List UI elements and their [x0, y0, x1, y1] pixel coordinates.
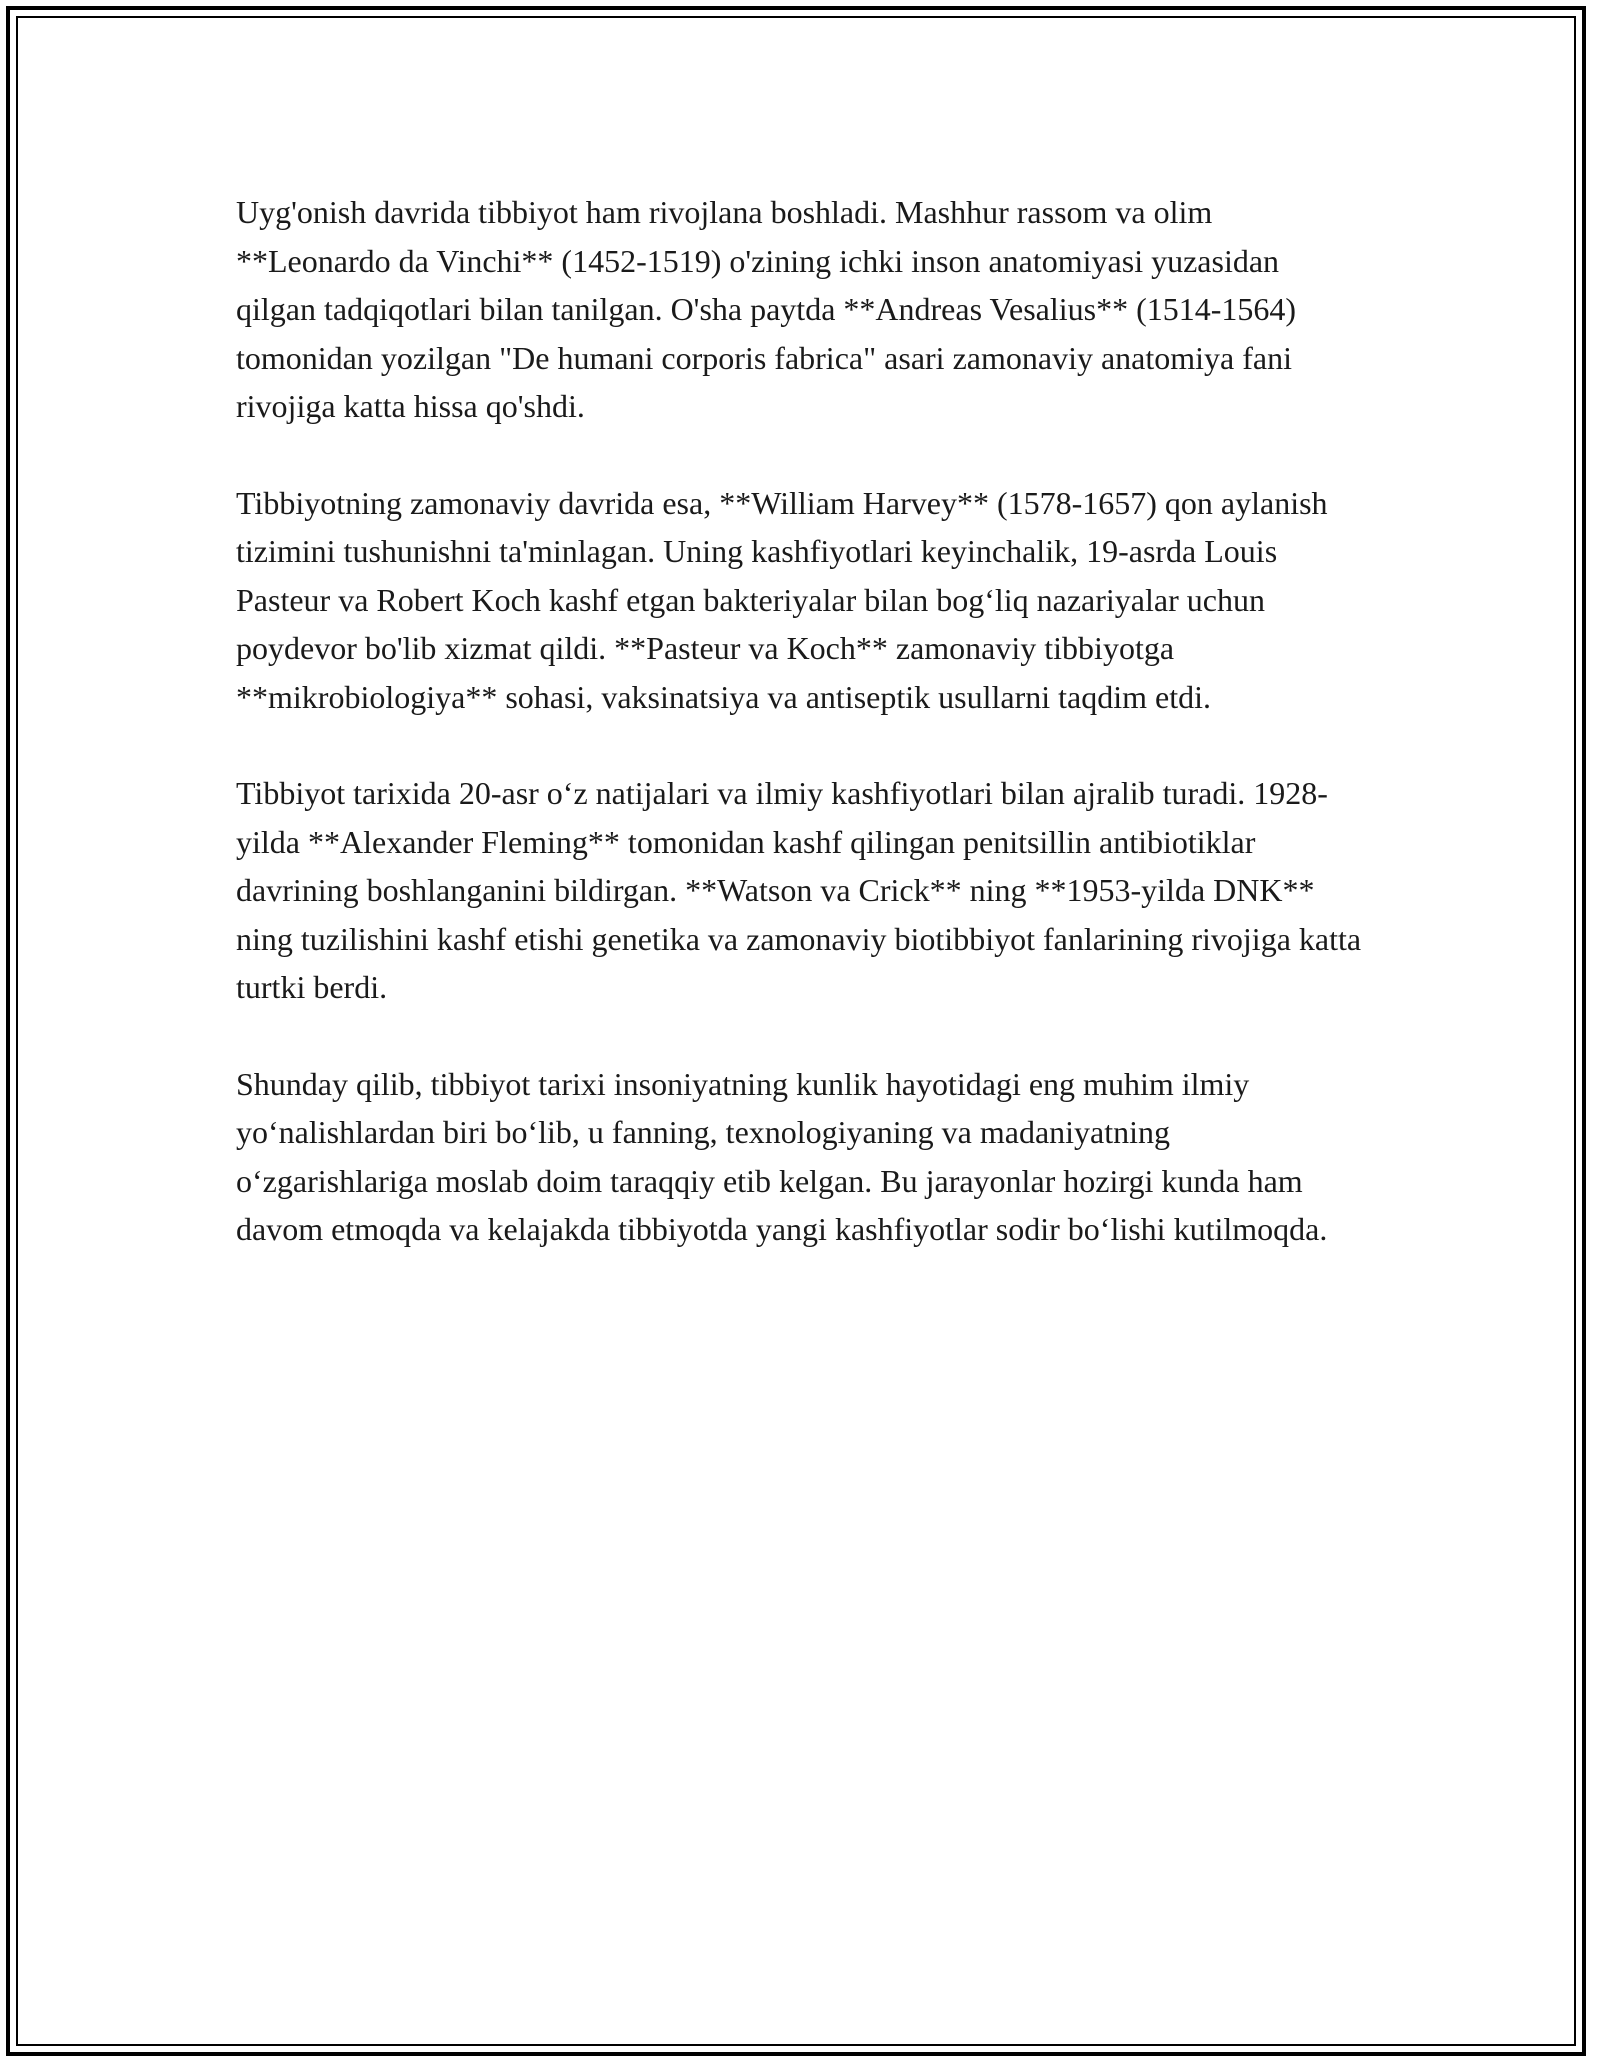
paragraph-conclusion: Shunday qilib, tibbiyot tarixi insoniyatning kunlik hayotidagi eng muhim ilmiy yo‘nalishlardan biri bo‘lib, u fanning, texnologiyaning va madaniyatning o‘zgarishlariga moslab doim taraqqiy etib kelgan. Bu jarayonlar hozirgi kunda ham davom etmoqda va kelajakda tibbiyotda yangi kashfiyotlar sodir bo‘lishi kutilmoqda. [236, 1065, 1328, 1247]
document-body [236, 188, 1366, 1302]
paragraph-modern-era: Tibbiyotning zamonaviy davrida esa, **William Harvey** (1578-1657) qon aylanish tizimini tushunishni ta'minlagan. Uning kashfiyotlari keyinchalik, 19-asrda Louis Pasteur va Robert Koch kashf etgan bakteriyalar bilan bog‘liq nazariyalar uchun poydevor bo'lib xizmat qildi. **Pasteur va Koch** zamonaviy tibbiyotga **mikrobiologiya** sohasi, vaksinatsiya va antiseptik usullarni taqdim etdi. [236, 484, 1328, 715]
paragraph-renaissance: Uyg'onish davrida tibbiyot ham rivojlana boshladi. Mashhur rassom va olim **Leonardo da Vinchi** (1452-1519) o'zining ichki inson anatomiyasi yuzasidan qilgan tadqiqotlari bilan tanilgan. O'sha paytda **Andreas Vesalius** (1514-1564) tomonidan yozilgan "De humani corporis fabrica" asari zamonaviy anatomiya fani rivojiga katta hissa qo'shdi. [236, 194, 1297, 424]
paragraph-20th-century: Tibbiyot tarixida 20-asr o‘z natijalari va ilmiy kashfiyotlari bilan ajralib turadi. 1928-yilda **Alexander Fleming** tomonidan kashf qilingan penitsillin antibiotiklar davrining boshlanganini bildirgan. **Watson va Crick** ning **1953-yilda DNK** ning tuzilishini kashf etishi genetika va zamonaviy biotibbiyot fanlarining rivojiga katta turtki berdi. [236, 775, 1362, 1005]
